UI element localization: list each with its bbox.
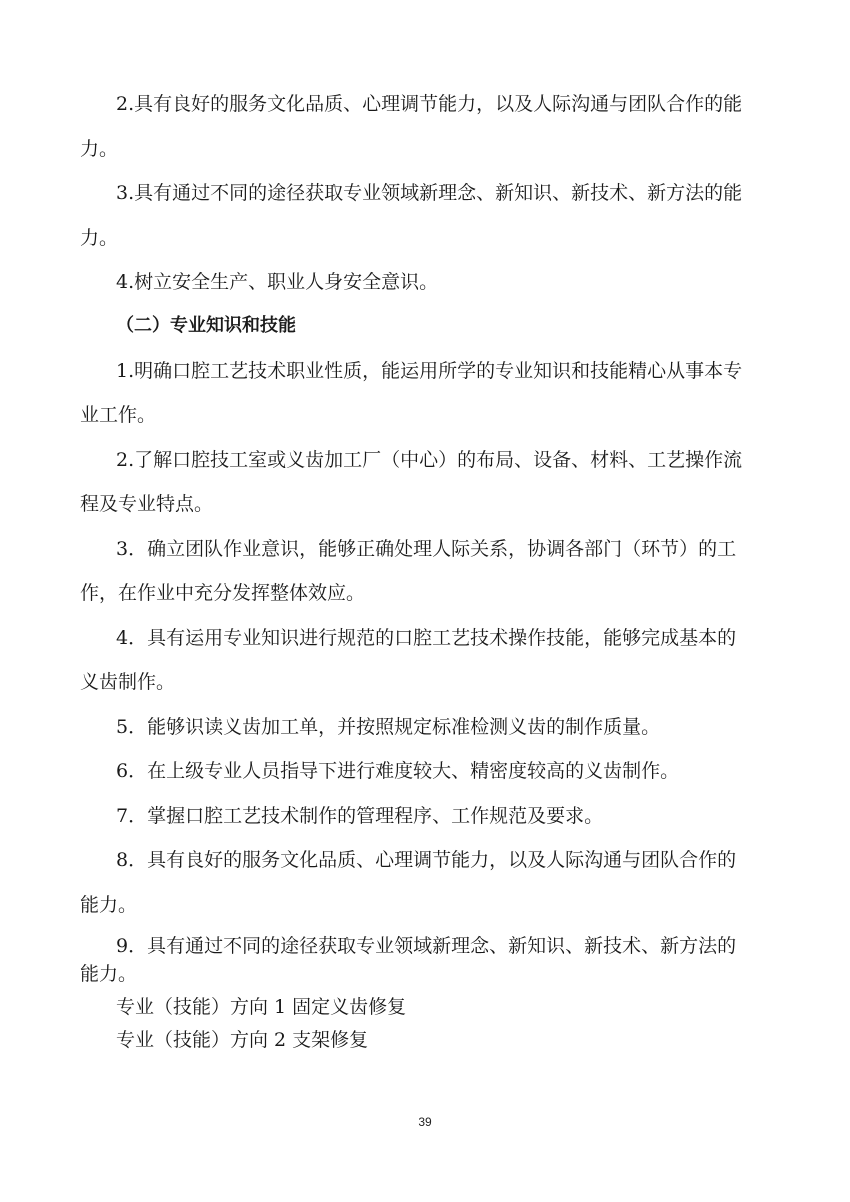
text-line: 能力。: [80, 963, 138, 985]
direction-line: 专业（技能）方向 2 支架修复: [116, 1029, 369, 1051]
text-line: 1.明确口腔工艺技术职业性质，能运用所学的专业知识和技能精心从事本专: [116, 360, 743, 382]
text-line: 业工作。: [80, 404, 157, 426]
text-line: 2.了解口腔技工室或义齿加工厂（中心）的布局、设备、材料、工艺操作流: [116, 449, 743, 471]
text-line: 程及专业特点。: [80, 493, 214, 515]
section-heading: （二）专业知识和技能: [116, 315, 296, 336]
text-line: 8．具有良好的服务文化品质、心理调节能力，以及人际沟通与团队合作的: [116, 849, 737, 871]
page-number: 39: [418, 1115, 432, 1129]
text-line: 3.具有通过不同的途径获取专业领域新理念、新知识、新技术、新方法的能: [116, 182, 743, 204]
text-line: 5．能够识读义齿加工单，并按照规定标准检测义齿的制作质量。: [116, 716, 661, 738]
text-line: 2.具有良好的服务文化品质、心理调节能力，以及人际沟通与团队合作的能: [116, 93, 743, 115]
text-line: 3．确立团队作业意识，能够正确处理人际关系，协调各部门（环节）的工: [116, 538, 737, 560]
text-line: 4．具有运用专业知识进行规范的口腔工艺技术操作技能，能够完成基本的: [116, 627, 737, 649]
text-line: 力。: [80, 227, 119, 249]
text-line: 6．在上级专业人员指导下进行难度较大、精密度较高的义齿制作。: [116, 760, 680, 782]
text-line: 4.树立安全生产、职业人身安全意识。: [116, 271, 439, 293]
text-line: 7．掌握口腔工艺技术制作的管理程序、工作规范及要求。: [116, 805, 604, 827]
direction-line: 专业（技能）方向 1 固定义齿修复: [116, 996, 407, 1018]
text-line: 义齿制作。: [80, 671, 176, 693]
text-line: 力。: [80, 138, 119, 160]
text-line: 能力。: [80, 894, 138, 916]
text-line: 9．具有通过不同的途径获取专业领域新理念、新知识、新技术、新方法的: [116, 935, 737, 957]
text-line: 作，在作业中充分发挥整体效应。: [80, 582, 366, 604]
